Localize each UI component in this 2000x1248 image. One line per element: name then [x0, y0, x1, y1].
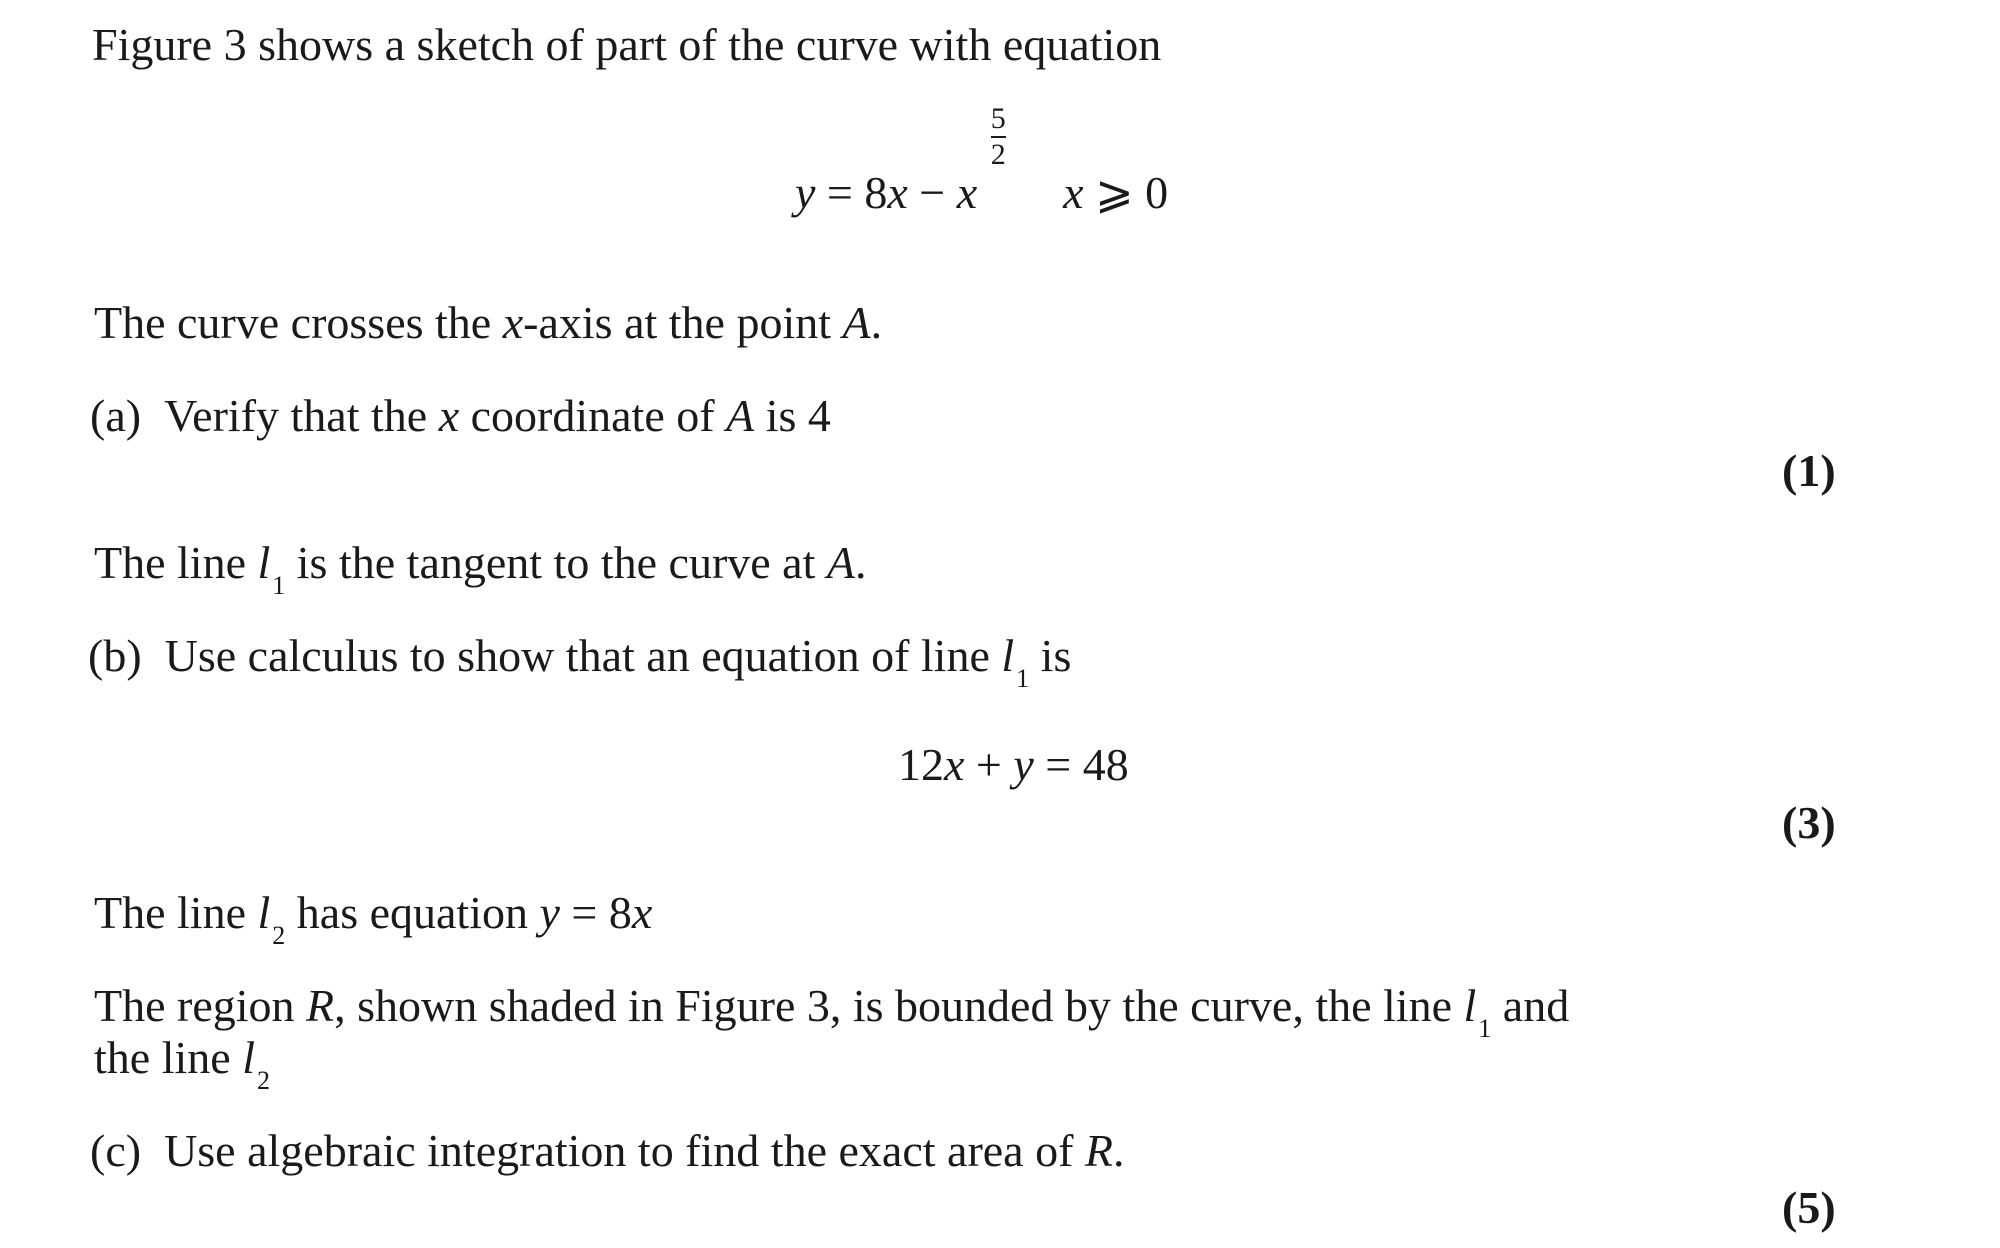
part-b-marks: (3) — [1782, 797, 1836, 848]
region-text-line2: the line $l_2$ — [94, 1032, 270, 1095]
part-c-marks: (5) — [1782, 1182, 1836, 1233]
part-c-label: (c) — [90, 1125, 142, 1176]
part-a-marks: (1) — [1782, 445, 1836, 496]
part-c-text: (c) Use algebraic integration to find the exact area of R. — [90, 1125, 1125, 1176]
exponent-fraction: $\frac{5}{2}$ — [990, 102, 1006, 171]
intro-text: Figure 3 shows a sketch of part of the curve with equation — [92, 19, 1162, 70]
part-b-text: (b) Use calculus to show that an equation of line $l_1$ is — [88, 630, 1072, 693]
part-a-text: (a) Verify that the x coordinate of A is 4 — [90, 390, 831, 441]
region-text-line1: The region R, shown shaded in Figure 3, is bounded by the curve, the line $l_1$ and — [94, 980, 1570, 1043]
line-l2-text: The line $l_2$ has equation y = 8x — [94, 887, 653, 950]
x-axis-crossing-text: The curve crosses the x-axis at the point A. — [94, 297, 883, 348]
curve-equation: y = 8x − x $\frac{5}{2}$ x ⩾ 0 — [795, 102, 1169, 218]
tangent-equation: 12x + y = 48 — [898, 739, 1129, 790]
tangent-line-text: The line $l_1$ is the tangent to the curve at A. — [94, 537, 867, 600]
part-a-label: (a) — [90, 390, 142, 441]
part-b-label: (b) — [88, 630, 142, 681]
